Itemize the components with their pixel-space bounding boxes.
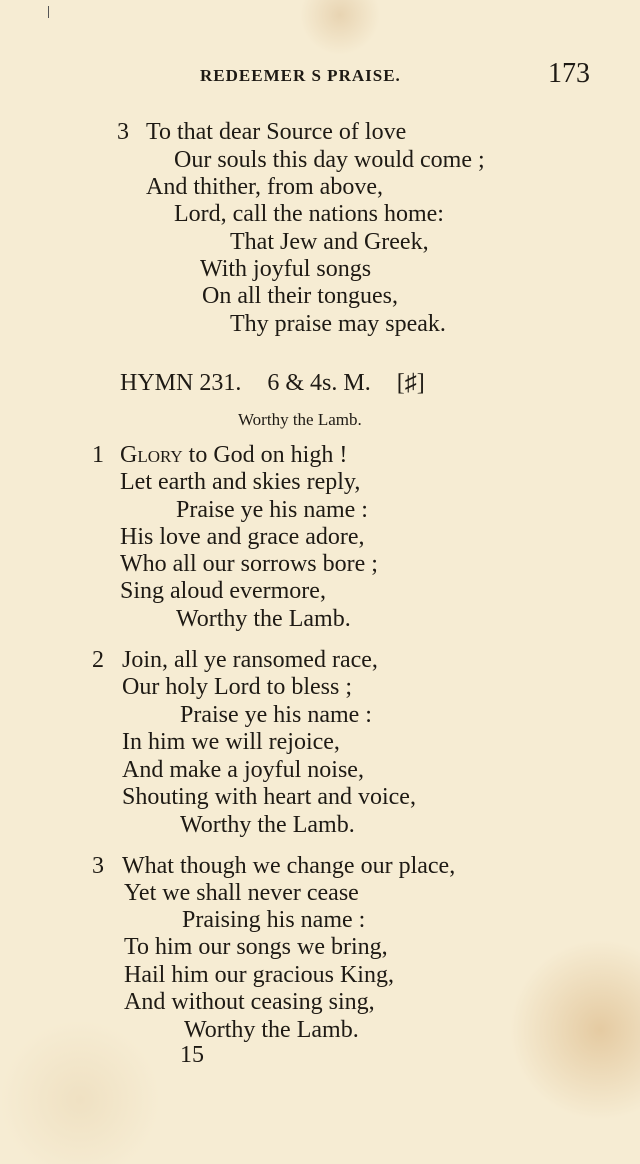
signature-mark: 15 xyxy=(180,1042,204,1068)
verse-line: To that dear Source of love xyxy=(146,119,407,145)
hymn-heading xyxy=(120,370,445,397)
hymn-subtitle: Worthy the Lamb. xyxy=(238,410,362,429)
running-head: REDEEMER S PRAISE. xyxy=(200,66,401,85)
stanza-number: 3 xyxy=(117,119,129,145)
stanza-number: 3 xyxy=(92,853,104,879)
stanza-number: 1 xyxy=(92,442,104,468)
verse-line: Let earth and skies reply, xyxy=(120,469,361,495)
verse-line: Lord, call the nations home: xyxy=(174,201,444,227)
verse-line: In him we will rejoice, xyxy=(122,729,340,755)
verse-text: to God on high ! xyxy=(182,442,348,468)
verse-line xyxy=(120,441,347,469)
verse-line: Shouting with heart and voice, xyxy=(122,784,416,810)
verse-line: His love and grace adore, xyxy=(120,524,365,550)
verse-line: That Jew and Greek, xyxy=(230,229,429,255)
verse-line: Praising his name : xyxy=(182,907,366,933)
verse-line: Who all our sorrows bore ; xyxy=(120,551,378,577)
verse-line: Worthy the Lamb. xyxy=(180,812,355,838)
verse-line: Join, all ye ransomed race, xyxy=(122,647,378,673)
page-number: 173 xyxy=(548,58,590,89)
verse-line: Sing aloud evermore, xyxy=(120,578,326,604)
verse-line: Our souls this day would come ; xyxy=(174,147,485,173)
margin-tick xyxy=(48,6,49,18)
verse-line: Thy praise may speak. xyxy=(230,311,446,337)
verse-line: Our holy Lord to bless ; xyxy=(122,674,352,700)
verse-line: Worthy the Lamb. xyxy=(184,1017,359,1043)
verse-line: Yet we shall never cease xyxy=(124,880,359,906)
verse-line: Worthy the Lamb. xyxy=(176,606,351,632)
verse-line: And make a joyful noise, xyxy=(122,757,364,783)
verse-line: Praise ye his name : xyxy=(176,497,368,523)
stanza-number: 2 xyxy=(92,647,104,673)
verse-line: And without ceasing sing, xyxy=(124,989,375,1015)
tune-mark: [♯] xyxy=(396,370,425,396)
verse-line: And thither, from above, xyxy=(146,174,383,200)
hymn-meter: 6 & 4s. M. xyxy=(267,370,371,396)
verse-line: To him our songs we bring, xyxy=(124,934,388,960)
verse-line: With joyful songs xyxy=(200,256,372,282)
first-word: Glory xyxy=(120,442,183,468)
verse-line: What though we change our place, xyxy=(122,853,456,879)
hymn-title: HYMN 231. xyxy=(120,370,242,396)
verse-line: Hail him our gracious King, xyxy=(124,962,394,988)
verse-line: On all their tongues, xyxy=(202,283,398,309)
verse-line: Praise ye his name : xyxy=(180,702,372,728)
